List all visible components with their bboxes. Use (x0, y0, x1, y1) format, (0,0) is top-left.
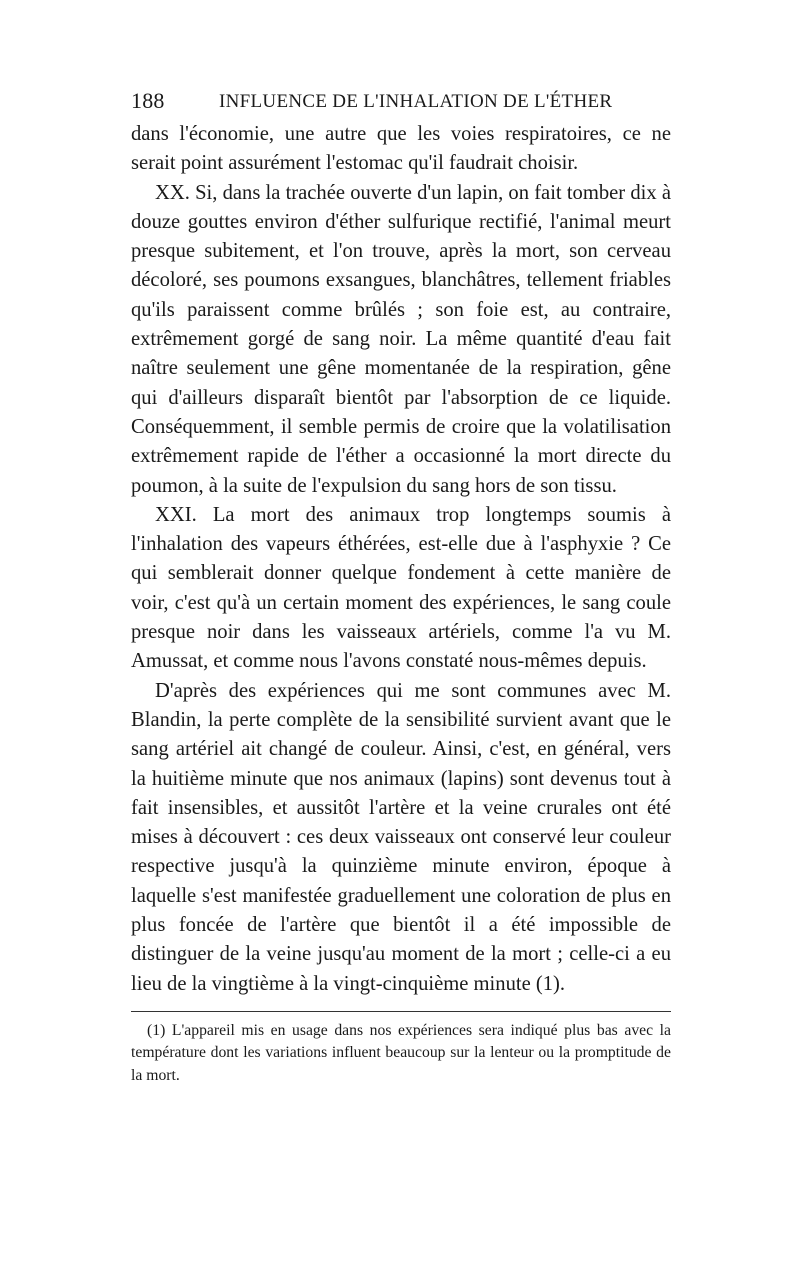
paragraph-blandin-experiments: D'après des expériences qui me sont communes avec M. Blandin, la perte complète de la sensibilité survient avant que le sang artériel ait changé de couleur. Ainsi, c'est, en général, vers la huitième minute que nos animaux (lapins) sont devenus tout à fait insensibles, et aussitôt l'artère et la veine crurales ont été mises à découvert : ces deux vaisseaux ont conservé leur couleur respective jusqu'à la quinzième minute environ, époque à laquelle s'est manifestée graduellement une coloration de plus en plus foncée de l'artère que bientôt il a été impossible de distinguer de la veine jusqu'au moment de la mort ; celle-ci a eu lieu de la vingtième à la vingt-cinquième minute (1). (131, 679, 671, 995)
page-header (131, 88, 671, 120)
paragraph-section-xx: XX. Si, dans la trachée ouverte d'un lapin, on fait tomber dix à douze gouttes environ d'éther sulfurique rectifié, l'animal meurt presque subitement, et l'on trouve, après la mort, son cerveau décoloré, ses poumons exsangues, blanchâtres, tellement friables qu'ils paraissent comme brûlés ; son foie est, au contraire, extrêmement gorgé de sang noir. La même quantité d'eau fait naître seulement une gêne momentanée de la respiration, gêne qui d'ailleurs disparaît bientôt par l'absorption de ce liquide. Conséquemment, il semble permis de croire que la volatilisation extrêmement rapide de l'éther a occasionné la mort directe du poumon, à la suite de l'expulsion du sang hors de son tissu. (131, 181, 671, 497)
paragraph-section-xxi: XXI. La mort des animaux trop longtemps soumis à l'inhalation des vapeurs éthérées, est-elle due à l'asphyxie ? Ce qui semblerait donner quelque fondement à cette manière de voir, c'est qu'à un certain moment des expériences, le sang coule presque noir dans les vaisseaux artériels, comme l'a vu M. Amussat, et comme nous l'avons constaté nous-mêmes depuis. (131, 503, 671, 673)
footnote: (1) L'appareil mis en usage dans nos expériences sera indiqué plus bas avec la température dont les variations influent beaucoup sur la lenteur ou la promptitude de la mort. (131, 1021, 671, 1084)
footnote-divider (131, 1011, 671, 1012)
page-number: 188 (131, 88, 165, 113)
running-title: INFLUENCE DE L'INHALATION DE L'ÉTHER (219, 91, 613, 112)
body-text (131, 120, 671, 999)
paragraph-continuation: dans l'économie, une autre que les voies respiratoires, ce ne serait point assurément l'estomac qu'il faudrait choisir. (131, 123, 671, 175)
book-page (131, 88, 671, 1087)
